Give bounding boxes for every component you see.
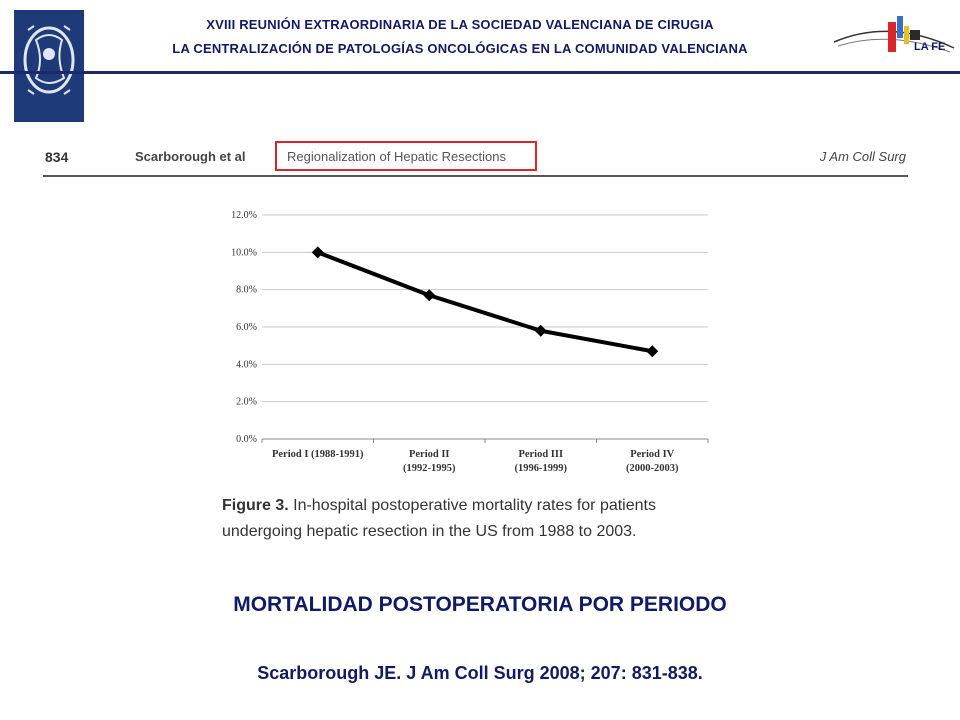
y-tick-label: 10.0% <box>231 247 257 259</box>
x-tick-label: (1992-1995) <box>403 463 456 474</box>
figure-caption <box>222 493 712 545</box>
y-tick-labels <box>231 210 257 445</box>
y-tick-label: 2.0% <box>236 396 257 408</box>
y-tick-label: 6.0% <box>236 322 257 333</box>
y-tick-label: 12.0% <box>231 210 257 221</box>
y-tick-label: 8.0% <box>236 284 257 296</box>
series-line <box>318 252 653 351</box>
x-tick-label: Period III <box>518 449 564 460</box>
running-title-highlight: Regionalization of Hepatic Resections <box>275 141 537 171</box>
figure-label: Figure 3. <box>222 497 289 514</box>
citation: Scarborough JE. J Am Coll Surg 2008; 207: 831-838. <box>257 663 703 683</box>
y-tick-label: 0.0% <box>236 434 257 445</box>
header-title-line2: LA CENTRALIZACIÓN DE PATOLOGÍAS ONCOLÓGICAS EN LA COMUNIDAD VALENCIANA <box>172 41 748 56</box>
la-fe-logo-text: LA FE <box>914 41 946 53</box>
x-tick-label: Period II <box>408 449 450 460</box>
x-tick-label: Period IV <box>630 449 675 460</box>
y-tick-label: 4.0% <box>236 359 257 371</box>
x-tick-label: (1996-1999) <box>514 463 567 474</box>
chart-axes <box>262 439 708 443</box>
chart-gridlines <box>262 215 708 402</box>
slide-title: MORTALIDAD POSTOPERATORIA POR PERIODO <box>233 593 727 616</box>
data-point-marker <box>312 246 324 258</box>
paper-authors: Scarborough et al <box>135 149 246 164</box>
series-mortality <box>312 246 659 357</box>
x-tick-label: (2000-2003) <box>626 463 679 474</box>
data-point-marker <box>423 289 435 301</box>
page-number: 834 <box>45 149 69 165</box>
header-title-line1: XVIII REUNIÓN EXTRAORDINARIA DE LA SOCIEDAD VALENCIANA DE CIRUGIA <box>206 17 714 32</box>
x-tick-labels <box>272 449 679 474</box>
journal-name: J Am Coll Surg <box>819 149 906 164</box>
data-point-marker <box>646 345 658 357</box>
x-tick-label: Period I (1988-1991) <box>271 449 364 460</box>
figure-caption-text: In-hospital postoperative mortality rates for patients undergoing hepatic resection in the US from 1988 to 2003. <box>222 497 656 540</box>
